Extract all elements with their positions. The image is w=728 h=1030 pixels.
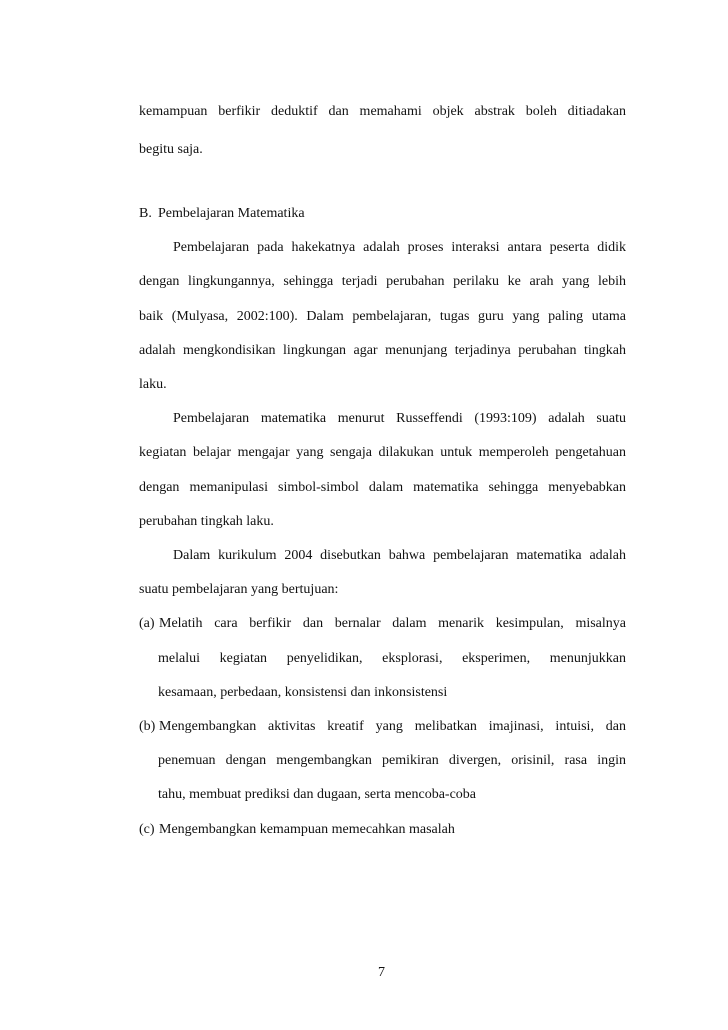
list-item-label: (a) <box>139 616 155 631</box>
list-item-text: Mengembangkan kemampuan memecahkan masalah <box>159 822 455 837</box>
text-line: suatu pembelajaran yang bertujuan: <box>139 582 339 597</box>
text-line: Pembelajaran pada hakekatnya adalah proses interaksi antara peserta didik <box>173 240 626 255</box>
list-item-text: Melatih cara berfikir dan bernalar dalam menarik kesimpulan, misalnya <box>159 616 626 631</box>
text-line: kegiatan belajar mengajar yang sengaja dilakukan untuk memperoleh pengetahuan <box>139 445 626 460</box>
text-line: dengan memanipulasi simbol-simbol dalam matematika sehingga menyebabkan <box>139 480 626 495</box>
section-label: B. <box>139 206 152 221</box>
list-item-label: (b) <box>139 719 156 734</box>
list-item-b <box>139 718 626 736</box>
list-item-a <box>139 615 626 633</box>
text-line: adalah mengkondisikan lingkungan agar menunjang terjadinya perubahan tingkah <box>139 343 626 358</box>
list-item-text: penemuan dengan mengembangkan pemikiran divergen, orisinil, rasa ingin <box>158 753 626 768</box>
text-line: laku. <box>139 377 167 392</box>
text-line: Pembelajaran matematika menurut Russeffendi (1993:109) adalah suatu <box>173 411 626 426</box>
text-line: Dalam kurikulum 2004 disebutkan bahwa pembelajaran matematika adalah <box>173 548 626 563</box>
list-item-text: melalui kegiatan penyelidikan, eksplorasi, eksperimen, menunjukkan <box>158 651 626 666</box>
page-number: 7 <box>378 965 385 980</box>
text-line: kemampuan berfikir deduktif dan memahami objek abstrak boleh ditiadakan <box>139 104 626 119</box>
list-item-text: kesamaan, perbedaan, konsistensi dan inkonsistensi <box>158 685 448 700</box>
text-line: begitu saja. <box>139 142 203 157</box>
section-title: Pembelajaran Matematika <box>158 206 305 221</box>
text-line: perubahan tingkah laku. <box>139 514 274 529</box>
text-line: baik (Mulyasa, 2002:100). Dalam pembelajaran, tugas guru yang paling utama <box>139 309 626 324</box>
section-heading <box>139 205 305 223</box>
text-line: dengan lingkungannya, sehingga terjadi perubahan perilaku ke arah yang lebih <box>139 274 626 289</box>
list-item-label: (c) <box>139 822 155 837</box>
list-item-text: tahu, membuat prediksi dan dugaan, serta mencoba-coba <box>158 787 476 802</box>
list-item-text: Mengembangkan aktivitas kreatif yang melibatkan imajinasi, intuisi, dan <box>159 719 626 734</box>
list-item-c <box>139 821 626 839</box>
